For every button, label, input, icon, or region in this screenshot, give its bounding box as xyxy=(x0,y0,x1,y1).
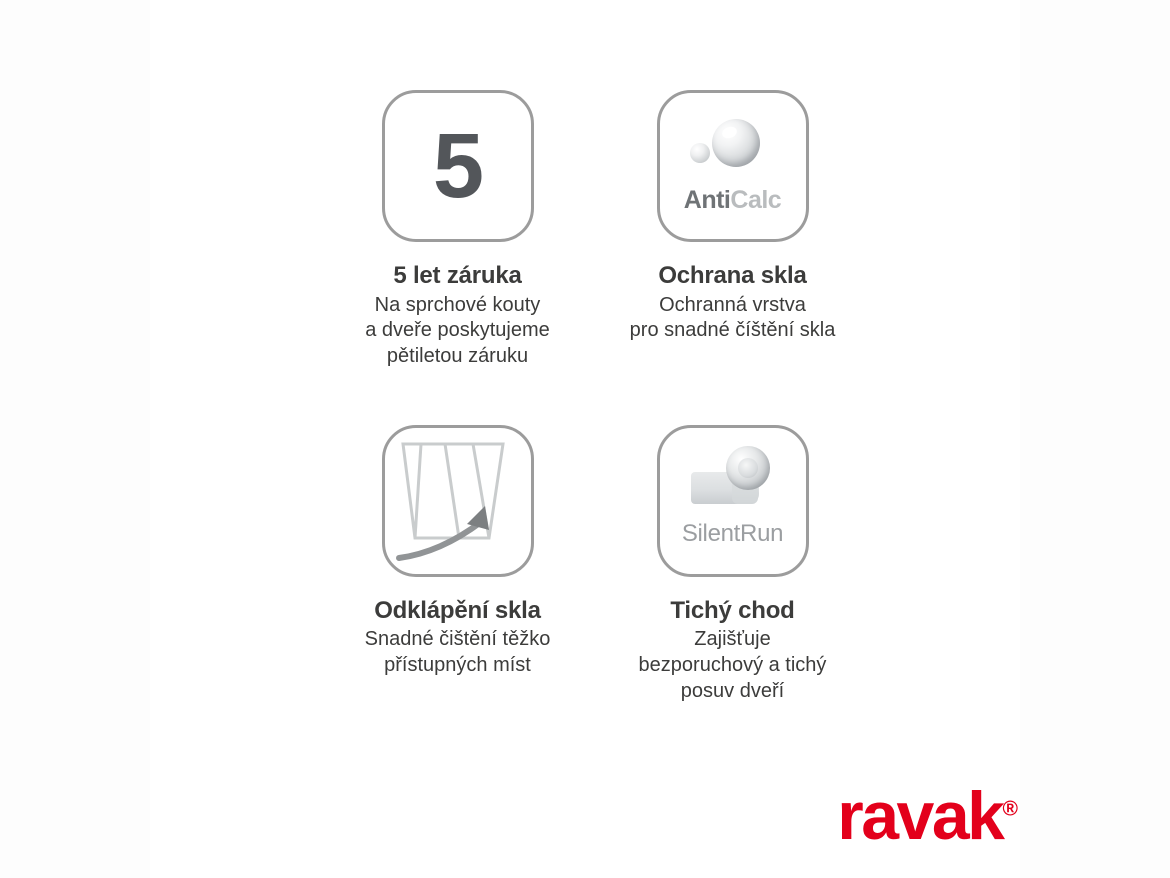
feature-title: Ochrana skla xyxy=(658,262,807,289)
tilting-glass-graphic xyxy=(385,428,531,574)
feature-description: Snadné čištění těžko přístupných míst xyxy=(364,628,551,676)
roller-wheel-shape xyxy=(726,446,770,490)
number-5-text: 5 xyxy=(432,115,483,217)
feature-warranty xyxy=(330,90,585,370)
anticalc-label-dark: Anti xyxy=(683,186,731,214)
feature-description: Na sprchové kouty a dveře poskytujeme pětiletou záruku xyxy=(365,293,550,367)
feature-grid xyxy=(330,90,860,704)
feature-glass-protection xyxy=(605,90,860,370)
anticalc-label-light: Calc xyxy=(730,186,782,214)
anticalc-droplet-icon xyxy=(657,90,809,242)
water-droplet-large-icon xyxy=(712,119,760,167)
feature-tilting-glass xyxy=(330,425,585,705)
number-5-icon xyxy=(382,90,534,242)
feature-silent-run xyxy=(605,425,860,705)
page-left-edge xyxy=(0,0,150,878)
registered-trademark-icon: ® xyxy=(1002,797,1018,821)
feature-title: Tichý chod xyxy=(670,596,795,624)
feature-description: Ochranná vrstva pro snadné číštění skla xyxy=(629,293,836,342)
silentrun-graphic xyxy=(660,428,806,574)
silentrun-roller-icon xyxy=(657,425,809,577)
logo-text: ravak xyxy=(837,778,1003,854)
anticalc-graphic xyxy=(660,93,806,239)
feature-description: Zajišťuje bezporuchový a tichý posuv dveří xyxy=(638,628,827,702)
feature-title: Odklápění skla xyxy=(374,596,541,624)
water-droplet-small-icon xyxy=(690,143,710,163)
page-right-edge xyxy=(1020,0,1170,878)
anticalc-label xyxy=(660,186,806,215)
silentrun-label: SilentRun xyxy=(681,519,784,547)
tilting-glass-icon xyxy=(382,425,534,577)
ravak-logo xyxy=(837,778,1018,854)
feature-title: 5 let záruka xyxy=(393,262,522,289)
